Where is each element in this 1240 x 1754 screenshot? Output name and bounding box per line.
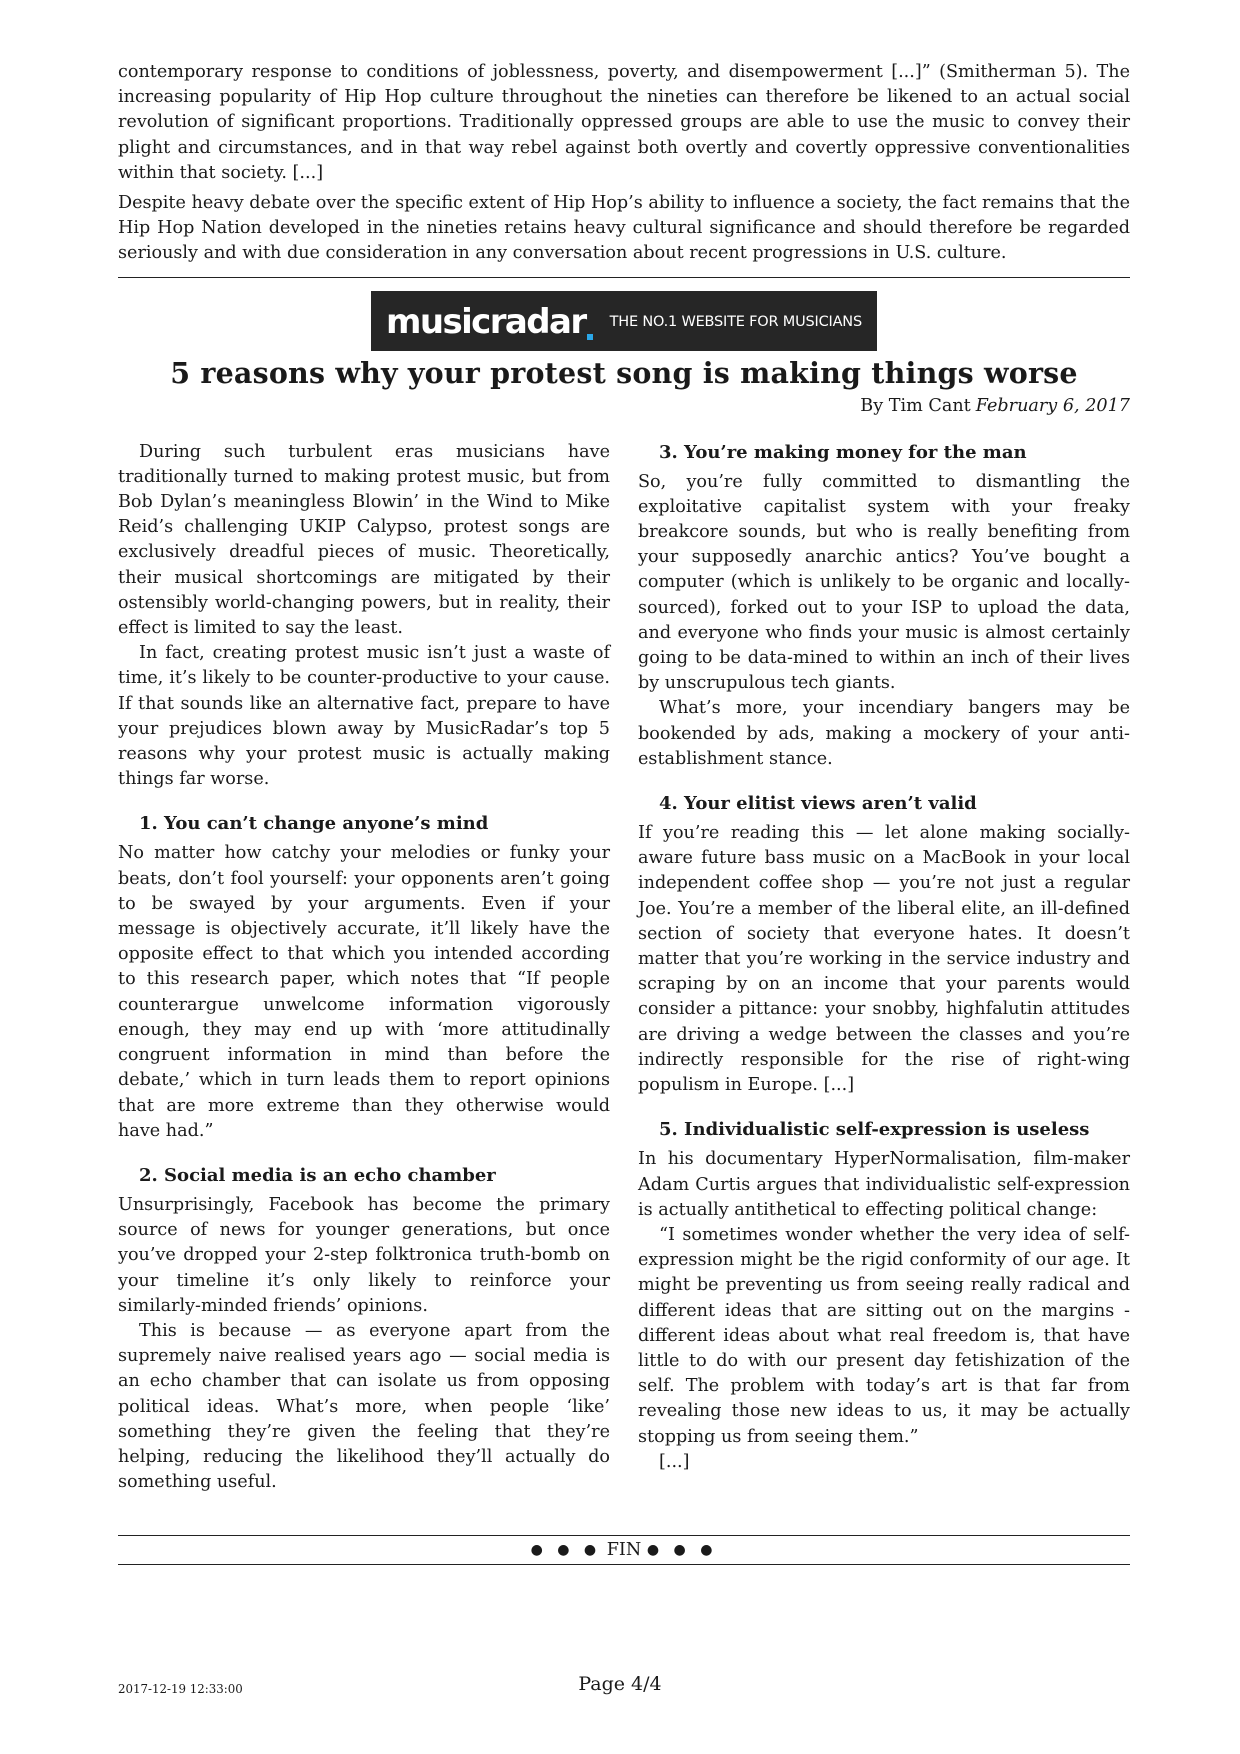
ellipsis: [...] — [659, 1451, 690, 1472]
musicradar-logo — [371, 291, 877, 351]
logo-brand: musicradar — [386, 301, 586, 342]
section-heading: 4. Your elitist views aren’t valid — [659, 793, 977, 815]
quote-paragraph: “I sometimes wonder whether the very idea of self-expression might be the rigid conformity of our age. It might be preventing us from seeing really radical and different ideas that are sitting out on the margins - different ideas about what real freedom is, that have little to do with our present day fetishization of the self. The problem with today’s art is that far from revealing those new ideas to us, it may be actually stopping us from seeing them.” — [638, 1224, 1130, 1447]
fin-block — [118, 1535, 1130, 1565]
logo-dot-icon — [587, 334, 593, 340]
article-paragraph: So, you’re fully committed to dismantling the exploitative capitalist system with your freaky breakcore sounds, but who is really benefiting from your supposedly anarchic antics? You’ve bought a computer (which is unlikely to be organic and locally-sourced), forked out to your ISP to upload the data, and everyone who finds your music is almost certainly going to be data-mined to within an inch of their lives by unscrupulous tech giants. — [638, 471, 1130, 694]
section-heading: 3. You’re making money for the man — [659, 441, 1027, 463]
page-content — [118, 60, 1130, 1495]
intro-section — [118, 60, 1130, 267]
fin-dots-left: ● ● ● — [530, 1542, 602, 1558]
fin-rule-bottom — [118, 1564, 1130, 1565]
article-paragraph: In fact, creating protest music isn’t just a waste of time, it’s likely to be counter-productive to your cause. If that sounds like an alternative fact, prepare to have your prejudices blown away by MusicRadar’s top 5 reasons why your protest music is actually making things far worse. — [118, 643, 610, 790]
article-paragraph: If you’re reading this — let alone making socially-aware future bass music on a MacBook in your local independent coffee shop — you’re not just a regular Joe. You’re a member of the liberal elite, an ill-defined section of society that everyone hates. It doesn’t matter that you’re working in the service industry and scraping by on an income that your parents would consider a pittance: your snobby, highfalutin attitudes are driving a wedge between the classes and you’re indirectly responsible for the rise of right-wing populism in Europe. [...] — [638, 823, 1130, 1096]
article-paragraph: What’s more, your incendiary bangers may be bookended by ads, making a mockery of your anti-establishment stance. — [638, 698, 1130, 769]
fin-marker — [118, 1536, 1130, 1564]
fin-label: FIN — [606, 1540, 642, 1560]
fin-dots-right: ● ● ● — [646, 1542, 718, 1558]
article-paragraph: This is because — as everyone apart from the supremely naive realised years ago — social media is an echo chamber that can isolate us from opposing political ideas. What’s more, when people ‘like’ something they’re given the feeling that they’re helping, reducing the likelihood they’ll actually do something useful. — [118, 1320, 610, 1493]
logo-tagline: THE NO.1 WEBSITE FOR MUSICIANS — [609, 313, 862, 330]
footer-timestamp: 2017-12-19 12:33:00 — [118, 1682, 243, 1696]
section-divider — [118, 277, 1130, 278]
left-column — [118, 440, 610, 1496]
byline — [118, 394, 1130, 418]
author: By Tim Cant — [860, 395, 971, 416]
article-paragraph: No matter how catchy your melodies or funky your beats, don’t fool yourself: your opponents aren’t going to be swayed by your arguments. Even if your message is objectively accurate, it’ll likely have the opposite effect to that which you intended according to this research paper, which notes that “If people counterargue unwelcome information vigorously enough, they may end up with ‘more attitudinally congruent information in mind than before the debate,’ which in turn leads them to report opinions that are more extreme than they otherwise would have had.” — [118, 843, 610, 1141]
logo-container — [118, 291, 1130, 351]
article-paragraph: Unsurprisingly, Facebook has become the primary source of news for younger generations, but once you’ve dropped your 2-step folktronica truth-bomb on your timeline it’s only likely to reinforce your similarly-minded friends’ opinions. — [118, 1194, 610, 1316]
article-columns — [118, 440, 1130, 1496]
article-date: February 6, 2017 — [975, 395, 1130, 416]
article-title: 5 reasons why your protest song is making things worse — [170, 355, 1078, 390]
page-number: Page 4/4 — [578, 1673, 662, 1695]
section-heading: 5. Individualistic self-expression is useless — [659, 1119, 1090, 1141]
intro-paragraph: contemporary response to conditions of joblessness, poverty, and disempowerment [...]” (Smitherman 5). The increasing popularity of Hip Hop culture throughout the nineties can therefore be likened to an actual social revolution of significant proportions. Traditionally oppressed groups are able to use the music to convey their plight and circumstances, and in that way rebel against both overtly and covertly oppressive conventionalities within that society. [...] — [118, 62, 1130, 183]
section-heading: 2. Social media is an echo chamber — [139, 1164, 496, 1186]
article-paragraph: During such turbulent eras musicians have traditionally turned to making protest music, but from Bob Dylan’s meaningless Blowin’ in the Wind to Mike Reid’s challenging UKIP Calypso, protest songs are exclusively dreadful pieces of music. Theoretically, their musical shortcomings are mitigated by their ostensibly world-changing powers, but in reality, their effect is limited to say the least. — [118, 441, 610, 639]
right-column — [638, 440, 1130, 1496]
intro-paragraph: Despite heavy debate over the specific extent of Hip Hop’s ability to influence a society, the fact remains that the Hip Hop Nation developed in the nineties retains heavy cultural significance and should therefore be regarded seriously and with due consideration in any conversation about recent progressions in U.S. culture. — [118, 193, 1130, 264]
article-paragraph: In his documentary HyperNormalisation, film-maker Adam Curtis argues that individualistic self-expression is actually antithetical to effecting political change: — [638, 1149, 1130, 1220]
section-heading: 1. You can’t change anyone’s mind — [139, 813, 489, 835]
